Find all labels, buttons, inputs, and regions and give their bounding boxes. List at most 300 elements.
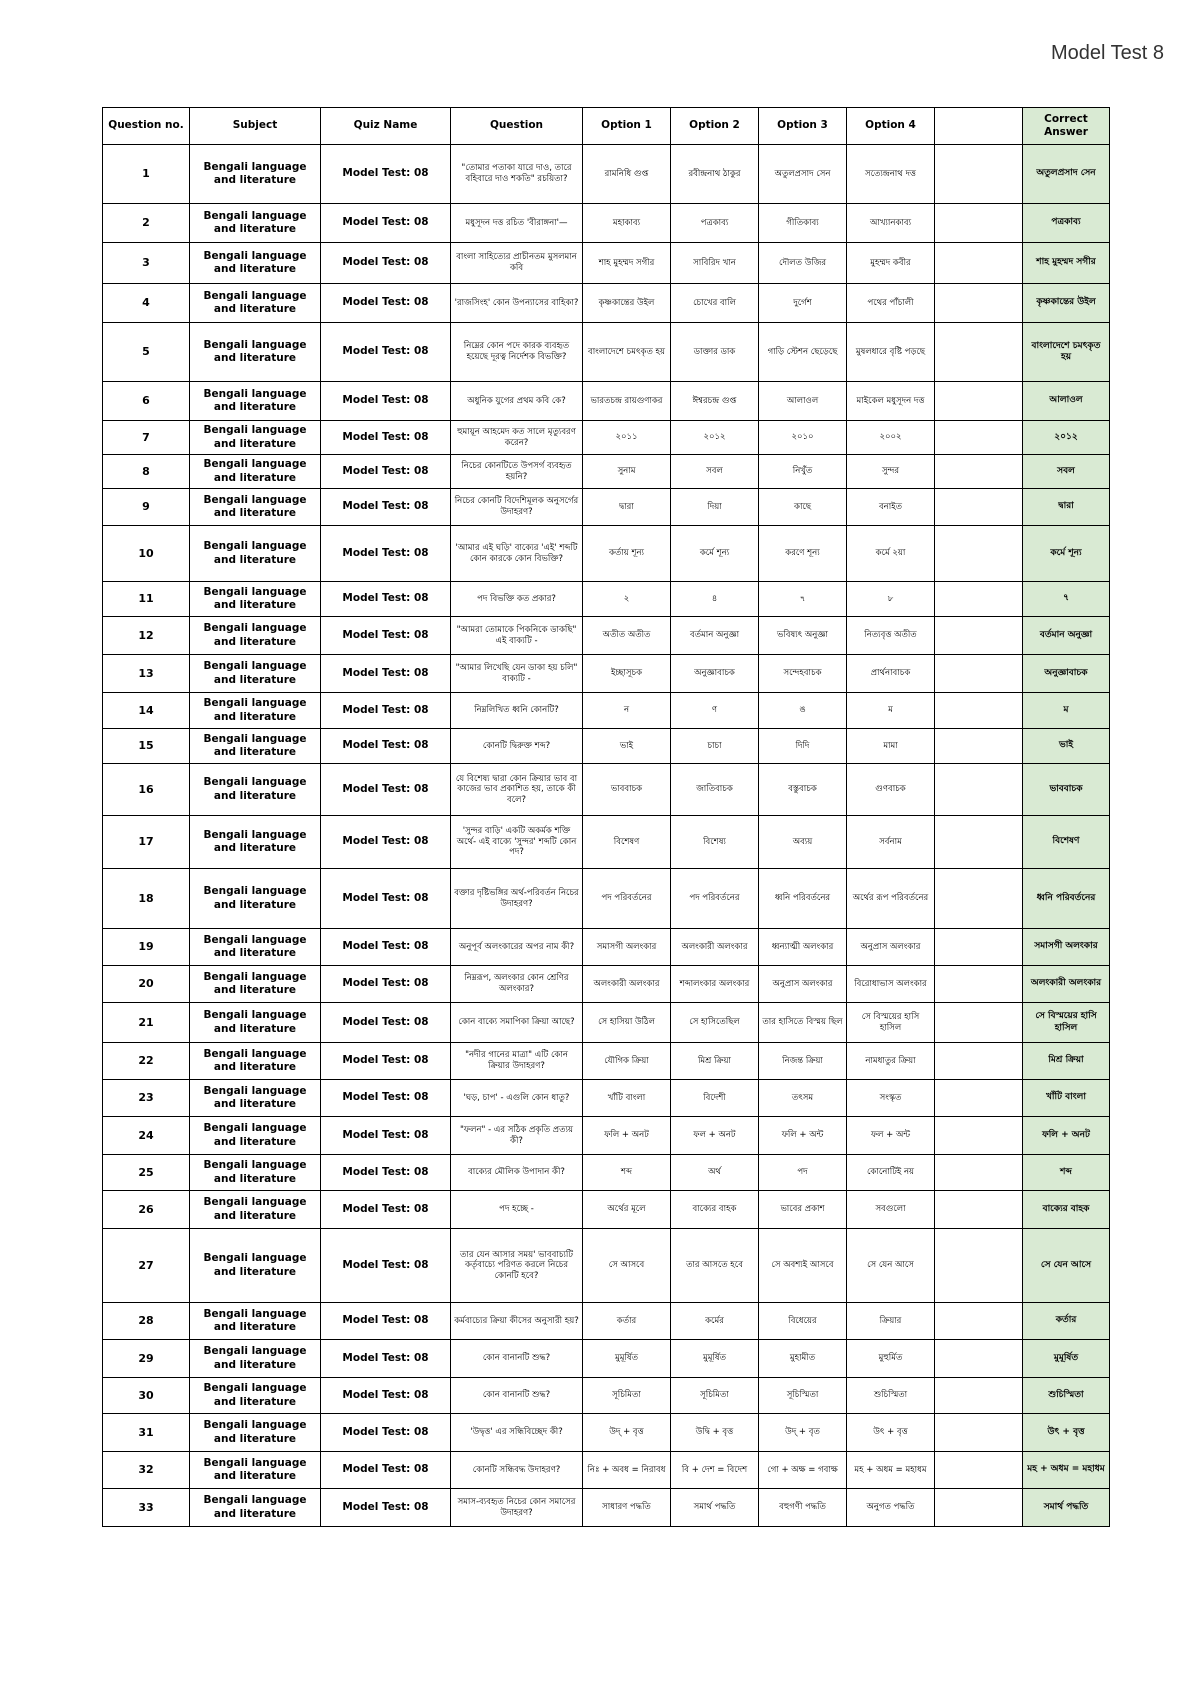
correct-answer-cell: বাংলাদেশে চমৎকৃত হয় bbox=[1023, 323, 1110, 382]
question-cell: অনুপূর্ব অলংকারের অপর নাম কী? bbox=[451, 929, 583, 966]
option-2-cell: বিদেশী bbox=[671, 1080, 759, 1117]
option-1-cell: উদ্ + বৃত্ত bbox=[583, 1414, 671, 1452]
col-header-option-3: Option 3 bbox=[759, 108, 847, 145]
question-cell: হুমায়ূন আহমেদ কত সালে মৃত্যুবরণ করেন? bbox=[451, 421, 583, 455]
option-2-cell: সাবিরিদ খান bbox=[671, 243, 759, 284]
correct-answer-cell: ২০১২ bbox=[1023, 421, 1110, 455]
option-3-cell: অব্যয় bbox=[759, 816, 847, 869]
question-number: 14 bbox=[103, 693, 190, 729]
subject-cell: Bengali language and literature bbox=[190, 816, 321, 869]
option-3-cell: অতুলপ্রসাদ সেন bbox=[759, 145, 847, 204]
col-header-correct-answer: Correct Answer bbox=[1023, 108, 1110, 145]
subject-cell: Bengali language and literature bbox=[190, 489, 321, 526]
question-number: 12 bbox=[103, 617, 190, 655]
blank-cell bbox=[935, 1117, 1023, 1155]
subject-cell: Bengali language and literature bbox=[190, 1080, 321, 1117]
correct-answer-cell: মিশ্র ক্রিয়া bbox=[1023, 1043, 1110, 1080]
correct-answer-cell: ভাববাচক bbox=[1023, 764, 1110, 816]
question-cell: বক্তার দৃষ্টিভঙ্গির অর্থ-পরিবর্তন নিচের উদাহরণ? bbox=[451, 869, 583, 929]
option-2-cell: ২০১২ bbox=[671, 421, 759, 455]
question-cell: "তোমার পতাকা যারে দাও, তারে বহিবারে দাও শকতি" রচয়িতা? bbox=[451, 145, 583, 204]
question-number: 19 bbox=[103, 929, 190, 966]
option-2-cell: তার আসতে হবে bbox=[671, 1229, 759, 1303]
question-number: 21 bbox=[103, 1003, 190, 1043]
table-row bbox=[103, 1452, 1110, 1489]
blank-cell bbox=[935, 243, 1023, 284]
option-2-cell: বাক্যের বাহক bbox=[671, 1191, 759, 1229]
quiz-name-cell: Model Test: 08 bbox=[321, 1489, 451, 1527]
option-4-cell: অনুপ্রাস অলংকার bbox=[847, 929, 935, 966]
option-2-cell: সমার্থ পদ্ধতি bbox=[671, 1489, 759, 1527]
table-row bbox=[103, 204, 1110, 243]
page-title: Model Test 8 bbox=[1050, 42, 1164, 64]
option-2-cell: সবল bbox=[671, 455, 759, 489]
blank-cell bbox=[935, 1452, 1023, 1489]
question-cell: তার যেন আসার সময়' ভাববাচ্যটি কর্তৃবাচ্যে পরিণত করলে নিচের কোনটি হবে? bbox=[451, 1229, 583, 1303]
option-3-cell: দিদি bbox=[759, 729, 847, 764]
option-3-cell: সূচিস্মিতা bbox=[759, 1378, 847, 1414]
blank-cell bbox=[935, 1489, 1023, 1527]
option-2-cell: চোখের বালি bbox=[671, 284, 759, 323]
question-number: 7 bbox=[103, 421, 190, 455]
table-row bbox=[103, 693, 1110, 729]
quiz-name-cell: Model Test: 08 bbox=[321, 729, 451, 764]
option-4-cell: প্রার্থনাবাচক bbox=[847, 655, 935, 693]
question-cell: "নদীর গানের মাত্রা" এটি কোন ক্রিয়ার উদাহরণ? bbox=[451, 1043, 583, 1080]
option-2-cell: সূচিমিতা bbox=[671, 1378, 759, 1414]
option-1-cell: মহাকাব্য bbox=[583, 204, 671, 243]
option-3-cell: ধ্বন্যাত্মী অলংকার bbox=[759, 929, 847, 966]
option-3-cell: পদ bbox=[759, 1155, 847, 1191]
subject-cell: Bengali language and literature bbox=[190, 729, 321, 764]
correct-answer-cell: উৎ + বৃত্ত bbox=[1023, 1414, 1110, 1452]
blank-cell bbox=[935, 1340, 1023, 1378]
correct-answer-cell: দ্বারা bbox=[1023, 489, 1110, 526]
table-row bbox=[103, 1043, 1110, 1080]
question-cell: নিম্নের কোন পদে কারক ব্যবহৃত হয়েছে দূরত্ব নির্দেশক বিভক্তি? bbox=[451, 323, 583, 382]
quiz-name-cell: Model Test: 08 bbox=[321, 1191, 451, 1229]
quiz-name-cell: Model Test: 08 bbox=[321, 455, 451, 489]
correct-answer-cell: শাহ মুহম্মদ সগীর bbox=[1023, 243, 1110, 284]
quiz-name-cell: Model Test: 08 bbox=[321, 1003, 451, 1043]
question-cell: 'ঘড়, চাপ' - এগুলি কোন ধাতু? bbox=[451, 1080, 583, 1117]
question-number: 10 bbox=[103, 526, 190, 582]
quiz-name-cell: Model Test: 08 bbox=[321, 966, 451, 1003]
table-row bbox=[103, 1340, 1110, 1378]
option-1-cell: অলংকারী অলংকার bbox=[583, 966, 671, 1003]
option-1-cell: রামনিধি গুপ্ত bbox=[583, 145, 671, 204]
correct-answer-cell: ম bbox=[1023, 693, 1110, 729]
correct-answer-cell: অলংকারী অলংকার bbox=[1023, 966, 1110, 1003]
table-row bbox=[103, 421, 1110, 455]
option-3-cell: ২০১০ bbox=[759, 421, 847, 455]
option-2-cell: ঈশ্বরচন্দ্র গুপ্ত bbox=[671, 382, 759, 421]
option-2-cell: মিশ্র ক্রিয়া bbox=[671, 1043, 759, 1080]
blank-cell bbox=[935, 455, 1023, 489]
table-row bbox=[103, 455, 1110, 489]
option-1-cell: অর্থের মূলে bbox=[583, 1191, 671, 1229]
option-3-cell: সে অবশ্যই আসবে bbox=[759, 1229, 847, 1303]
option-2-cell: ডাক্তার ডাক bbox=[671, 323, 759, 382]
option-4-cell: পথের পাঁচালী bbox=[847, 284, 935, 323]
quiz-name-cell: Model Test: 08 bbox=[321, 145, 451, 204]
table-row bbox=[103, 1003, 1110, 1043]
quiz-name-cell: Model Test: 08 bbox=[321, 816, 451, 869]
option-4-cell: ম bbox=[847, 693, 935, 729]
option-3-cell: মুহামীত bbox=[759, 1340, 847, 1378]
option-2-cell: অর্থ bbox=[671, 1155, 759, 1191]
question-cell: কোন বাক্যে সমাপিকা ক্রিয়া আছে? bbox=[451, 1003, 583, 1043]
option-4-cell: মহ + অধম = মহাধম bbox=[847, 1452, 935, 1489]
question-cell: নিম্নরূপ, অলংকার কোন শ্রেণির অলংকার? bbox=[451, 966, 583, 1003]
option-4-cell: ৮ bbox=[847, 582, 935, 617]
question-number: 22 bbox=[103, 1043, 190, 1080]
option-1-cell: কর্তায় শূন্য bbox=[583, 526, 671, 582]
option-4-cell: সে বিস্ময়ের হাসি হাসিল bbox=[847, 1003, 935, 1043]
subject-cell: Bengali language and literature bbox=[190, 526, 321, 582]
quiz-name-cell: Model Test: 08 bbox=[321, 1378, 451, 1414]
subject-cell: Bengali language and literature bbox=[190, 1452, 321, 1489]
option-1-cell: ভারতচন্দ্র রায়গুণাকর bbox=[583, 382, 671, 421]
question-number: 1 bbox=[103, 145, 190, 204]
blank-cell bbox=[935, 764, 1023, 816]
table-row bbox=[103, 1489, 1110, 1527]
question-number: 25 bbox=[103, 1155, 190, 1191]
question-number: 18 bbox=[103, 869, 190, 929]
table-row bbox=[103, 1414, 1110, 1452]
option-4-cell: ২০০২ bbox=[847, 421, 935, 455]
option-4-cell: উৎ + বৃত্ত bbox=[847, 1414, 935, 1452]
option-1-cell: ফলি + অনট bbox=[583, 1117, 671, 1155]
table-row bbox=[103, 816, 1110, 869]
question-number: 2 bbox=[103, 204, 190, 243]
option-4-cell: শুচিস্মিতা bbox=[847, 1378, 935, 1414]
subject-cell: Bengali language and literature bbox=[190, 869, 321, 929]
subject-cell: Bengali language and literature bbox=[190, 382, 321, 421]
question-number: 3 bbox=[103, 243, 190, 284]
correct-answer-cell: অতুলপ্রসাদ সেন bbox=[1023, 145, 1110, 204]
question-cell: কোন বানানটি শুদ্ধ? bbox=[451, 1378, 583, 1414]
question-number: 16 bbox=[103, 764, 190, 816]
blank-cell bbox=[935, 816, 1023, 869]
question-number: 20 bbox=[103, 966, 190, 1003]
option-3-cell: তৎসম bbox=[759, 1080, 847, 1117]
option-3-cell: দৌলত উজির bbox=[759, 243, 847, 284]
quiz-name-cell: Model Test: 08 bbox=[321, 1117, 451, 1155]
quiz-name-cell: Model Test: 08 bbox=[321, 1043, 451, 1080]
table-row bbox=[103, 1191, 1110, 1229]
question-number: 29 bbox=[103, 1340, 190, 1378]
question-number: 17 bbox=[103, 816, 190, 869]
blank-cell bbox=[935, 1229, 1023, 1303]
table-row bbox=[103, 284, 1110, 323]
table-row bbox=[103, 929, 1110, 966]
table-row bbox=[103, 582, 1110, 617]
question-cell: নিম্নলিখিত ধ্বনি কোনটি? bbox=[451, 693, 583, 729]
correct-answer-cell: সমাসগী অলংকার bbox=[1023, 929, 1110, 966]
option-2-cell: পদ পরিবর্তনের bbox=[671, 869, 759, 929]
col-header-blank bbox=[935, 108, 1023, 145]
option-3-cell: আলাওল bbox=[759, 382, 847, 421]
col-header-subject: Subject bbox=[190, 108, 321, 145]
option-1-cell: শাহ মুহম্মদ সগীর bbox=[583, 243, 671, 284]
question-number: 32 bbox=[103, 1452, 190, 1489]
question-number: 5 bbox=[103, 323, 190, 382]
option-4-cell: সংস্কৃত bbox=[847, 1080, 935, 1117]
blank-cell bbox=[935, 582, 1023, 617]
option-1-cell: সাধারণ পদ্ধতি bbox=[583, 1489, 671, 1527]
table-row bbox=[103, 617, 1110, 655]
subject-cell: Bengali language and literature bbox=[190, 764, 321, 816]
subject-cell: Bengali language and literature bbox=[190, 145, 321, 204]
subject-cell: Bengali language and literature bbox=[190, 1117, 321, 1155]
option-2-cell: ফল + অনট bbox=[671, 1117, 759, 1155]
correct-answer-cell: সবল bbox=[1023, 455, 1110, 489]
option-1-cell: সে হাসিয়া উঠিল bbox=[583, 1003, 671, 1043]
subject-cell: Bengali language and literature bbox=[190, 421, 321, 455]
question-cell: কোন বানানটি শুদ্ধ? bbox=[451, 1340, 583, 1378]
question-cell: "আমার লিখেছি যেন ডাকা হয় চলি" বাক্যটি - bbox=[451, 655, 583, 693]
option-1-cell: সে আসবে bbox=[583, 1229, 671, 1303]
subject-cell: Bengali language and literature bbox=[190, 1043, 321, 1080]
quiz-name-cell: Model Test: 08 bbox=[321, 243, 451, 284]
option-1-cell: শব্দ bbox=[583, 1155, 671, 1191]
correct-answer-cell: ধ্বনি পরিবর্তনের bbox=[1023, 869, 1110, 929]
correct-answer-cell: বাক্যের বাহক bbox=[1023, 1191, 1110, 1229]
option-3-cell: উদ্ + বৃত bbox=[759, 1414, 847, 1452]
table-row bbox=[103, 489, 1110, 526]
quiz-name-cell: Model Test: 08 bbox=[321, 323, 451, 382]
option-2-cell: পত্রকাব্য bbox=[671, 204, 759, 243]
subject-cell: Bengali language and literature bbox=[190, 1489, 321, 1527]
option-3-cell: করণে শূন্য bbox=[759, 526, 847, 582]
quiz-name-cell: Model Test: 08 bbox=[321, 693, 451, 729]
subject-cell: Bengali language and literature bbox=[190, 1155, 321, 1191]
table-row bbox=[103, 1303, 1110, 1340]
correct-answer-cell: শব্দ bbox=[1023, 1155, 1110, 1191]
blank-cell bbox=[935, 1155, 1023, 1191]
quiz-name-cell: Model Test: 08 bbox=[321, 284, 451, 323]
option-1-cell: বাংলাদেশে চমৎকৃত হয় bbox=[583, 323, 671, 382]
option-3-cell: বস্তুবাচক bbox=[759, 764, 847, 816]
subject-cell: Bengali language and literature bbox=[190, 1303, 321, 1340]
option-1-cell: ইচ্ছাসূচক bbox=[583, 655, 671, 693]
option-4-cell: আখ্যানকাব্য bbox=[847, 204, 935, 243]
correct-answer-cell: আলাওল bbox=[1023, 382, 1110, 421]
question-cell: পদ হচ্ছে - bbox=[451, 1191, 583, 1229]
question-cell: সমাস-ব্যবহৃত নিচের কোন সমাসের উদাহরণ? bbox=[451, 1489, 583, 1527]
correct-answer-cell: বিশেষণ bbox=[1023, 816, 1110, 869]
subject-cell: Bengali language and literature bbox=[190, 1378, 321, 1414]
option-3-cell: ফলি + অন্ট bbox=[759, 1117, 847, 1155]
option-4-cell: কর্মে ২য়া bbox=[847, 526, 935, 582]
option-1-cell: ভাই bbox=[583, 729, 671, 764]
quiz-name-cell: Model Test: 08 bbox=[321, 764, 451, 816]
subject-cell: Bengali language and literature bbox=[190, 323, 321, 382]
table-row bbox=[103, 1080, 1110, 1117]
correct-answer-cell: কর্মে শূন্য bbox=[1023, 526, 1110, 582]
option-1-cell: বিশেষণ bbox=[583, 816, 671, 869]
quiz-name-cell: Model Test: 08 bbox=[321, 1303, 451, 1340]
option-2-cell: অনুজ্ঞাবাচক bbox=[671, 655, 759, 693]
blank-cell bbox=[935, 1414, 1023, 1452]
question-number: 28 bbox=[103, 1303, 190, 1340]
option-4-cell: মুহম্মদ কবীর bbox=[847, 243, 935, 284]
question-cell: যে বিশেষ্য দ্বারা কোন ক্রিয়ার ভাব বা কাজের ভাব প্রকাশিত হয়, তাকে কী বলে? bbox=[451, 764, 583, 816]
option-2-cell: দিয়া bbox=[671, 489, 759, 526]
header-row bbox=[103, 108, 1110, 145]
subject-cell: Bengali language and literature bbox=[190, 929, 321, 966]
question-table bbox=[102, 107, 1110, 1527]
quiz-name-cell: Model Test: 08 bbox=[321, 526, 451, 582]
subject-cell: Bengali language and literature bbox=[190, 1191, 321, 1229]
option-2-cell: উদ্বি + বৃত্ত bbox=[671, 1414, 759, 1452]
question-cell: 'আমার এই ঘড়ি' বাক্যের 'এই' শব্দটি কোন কারকে কোন বিভক্তি? bbox=[451, 526, 583, 582]
option-2-cell: বি + দেশ = বিদেশ bbox=[671, 1452, 759, 1489]
option-3-cell: সন্দেহবাচক bbox=[759, 655, 847, 693]
option-1-cell: ভাববাচক bbox=[583, 764, 671, 816]
col-header-option-4: Option 4 bbox=[847, 108, 935, 145]
col-header-option-2: Option 2 bbox=[671, 108, 759, 145]
correct-answer-cell: মুমূর্ষিত bbox=[1023, 1340, 1110, 1378]
question-number: 15 bbox=[103, 729, 190, 764]
question-number: 31 bbox=[103, 1414, 190, 1452]
question-number: 26 bbox=[103, 1191, 190, 1229]
blank-cell bbox=[935, 284, 1023, 323]
option-1-cell: ২ bbox=[583, 582, 671, 617]
blank-cell bbox=[935, 617, 1023, 655]
subject-cell: Bengali language and literature bbox=[190, 693, 321, 729]
question-cell: অধুনিক যুগের প্রথম কবি কে? bbox=[451, 382, 583, 421]
option-3-cell: ভবিষ্যৎ অনুজ্ঞা bbox=[759, 617, 847, 655]
blank-cell bbox=[935, 1080, 1023, 1117]
option-1-cell: মুমূর্ষিত bbox=[583, 1340, 671, 1378]
correct-answer-cell: কর্তার bbox=[1023, 1303, 1110, 1340]
option-3-cell: ভাবের প্রকাশ bbox=[759, 1191, 847, 1229]
question-cell: "ফলন" - এর সঠিক প্রকৃতি প্রত্যয় কী? bbox=[451, 1117, 583, 1155]
option-3-cell: ৭ bbox=[759, 582, 847, 617]
option-3-cell: দুর্গেশ bbox=[759, 284, 847, 323]
blank-cell bbox=[935, 145, 1023, 204]
blank-cell bbox=[935, 693, 1023, 729]
option-1-cell: সুনাম bbox=[583, 455, 671, 489]
option-2-cell: বর্তমান অনুজ্ঞা bbox=[671, 617, 759, 655]
option-1-cell: নিঃ + অবধ = নিরাবধ bbox=[583, 1452, 671, 1489]
quiz-name-cell: Model Test: 08 bbox=[321, 617, 451, 655]
table-row bbox=[103, 1378, 1110, 1414]
quiz-name-cell: Model Test: 08 bbox=[321, 421, 451, 455]
option-4-cell: সবগুলো bbox=[847, 1191, 935, 1229]
blank-cell bbox=[935, 204, 1023, 243]
option-3-cell: গো + অক্ষ = গবাক্ষ bbox=[759, 1452, 847, 1489]
col-header-quiz-name: Quiz Name bbox=[321, 108, 451, 145]
correct-answer-cell: ভাই bbox=[1023, 729, 1110, 764]
subject-cell: Bengali language and literature bbox=[190, 1414, 321, 1452]
subject-cell: Bengali language and literature bbox=[190, 1003, 321, 1043]
option-2-cell: বিশেষ্য bbox=[671, 816, 759, 869]
option-4-cell: সর্বনাম bbox=[847, 816, 935, 869]
subject-cell: Bengali language and literature bbox=[190, 284, 321, 323]
option-1-cell: পদ পরিবর্তনের bbox=[583, 869, 671, 929]
option-1-cell: ২০১১ bbox=[583, 421, 671, 455]
subject-cell: Bengali language and literature bbox=[190, 204, 321, 243]
subject-cell: Bengali language and literature bbox=[190, 1340, 321, 1378]
question-number: 27 bbox=[103, 1229, 190, 1303]
option-4-cell: মামা bbox=[847, 729, 935, 764]
col-header-question: Question bbox=[451, 108, 583, 145]
question-number: 8 bbox=[103, 455, 190, 489]
subject-cell: Bengali language and literature bbox=[190, 966, 321, 1003]
question-number: 24 bbox=[103, 1117, 190, 1155]
quiz-name-cell: Model Test: 08 bbox=[321, 1414, 451, 1452]
table-row bbox=[103, 382, 1110, 421]
option-1-cell: দ্বারা bbox=[583, 489, 671, 526]
subject-cell: Bengali language and literature bbox=[190, 243, 321, 284]
option-3-cell: তার হাসিতে বিস্ময় ছিল bbox=[759, 1003, 847, 1043]
quiz-name-cell: Model Test: 08 bbox=[321, 1452, 451, 1489]
option-4-cell: অর্থের রূপ পরিবর্তনের bbox=[847, 869, 935, 929]
option-2-cell: সে হাসিতেছিল bbox=[671, 1003, 759, 1043]
table-row bbox=[103, 655, 1110, 693]
question-number: 33 bbox=[103, 1489, 190, 1527]
option-3-cell: ঙ bbox=[759, 693, 847, 729]
question-cell: বাংলা সাহিত্যের প্রাচীনতম মুসলমান কবি bbox=[451, 243, 583, 284]
correct-answer-cell: পত্রকাব্য bbox=[1023, 204, 1110, 243]
option-4-cell: ফল + অন্ট bbox=[847, 1117, 935, 1155]
table-row bbox=[103, 243, 1110, 284]
option-2-cell: জাতিবাচক bbox=[671, 764, 759, 816]
table-row bbox=[103, 323, 1110, 382]
quiz-name-cell: Model Test: 08 bbox=[321, 1080, 451, 1117]
quiz-name-cell: Model Test: 08 bbox=[321, 1340, 451, 1378]
quiz-name-cell: Model Test: 08 bbox=[321, 1155, 451, 1191]
option-1-cell: যৌগিক ক্রিয়া bbox=[583, 1043, 671, 1080]
correct-answer-cell: সে বিস্ময়ের হাসি হাসিল bbox=[1023, 1003, 1110, 1043]
option-3-cell: ধ্বনি পরিবর্তনের bbox=[759, 869, 847, 929]
table-row bbox=[103, 526, 1110, 582]
option-3-cell: নিজন্ত ক্রিয়া bbox=[759, 1043, 847, 1080]
blank-cell bbox=[935, 929, 1023, 966]
option-2-cell: ৪ bbox=[671, 582, 759, 617]
blank-cell bbox=[935, 729, 1023, 764]
question-number: 9 bbox=[103, 489, 190, 526]
option-4-cell: মুহুর্মিত bbox=[847, 1340, 935, 1378]
option-2-cell: ণ bbox=[671, 693, 759, 729]
option-3-cell: গীতিকাব্য bbox=[759, 204, 847, 243]
quiz-name-cell: Model Test: 08 bbox=[321, 869, 451, 929]
correct-answer-cell: অনুজ্ঞাবাচক bbox=[1023, 655, 1110, 693]
blank-cell bbox=[935, 1043, 1023, 1080]
option-3-cell: কাছে bbox=[759, 489, 847, 526]
option-4-cell: বনাইত bbox=[847, 489, 935, 526]
table-row bbox=[103, 869, 1110, 929]
option-4-cell: সে যেন আসে bbox=[847, 1229, 935, 1303]
blank-cell bbox=[935, 421, 1023, 455]
option-1-cell: অতীত অতীত bbox=[583, 617, 671, 655]
col-header-option-1: Option 1 bbox=[583, 108, 671, 145]
correct-answer-cell: খাঁটি বাংলা bbox=[1023, 1080, 1110, 1117]
option-1-cell: কৃষ্ণকান্তের উইল bbox=[583, 284, 671, 323]
question-cell: কোনটি দ্বিরুক্ত শব্দ? bbox=[451, 729, 583, 764]
table-row bbox=[103, 1117, 1110, 1155]
blank-cell bbox=[935, 323, 1023, 382]
option-3-cell: অনুপ্রাস অলংকার bbox=[759, 966, 847, 1003]
blank-cell bbox=[935, 526, 1023, 582]
question-cell: 'উদ্বৃত্ত' এর সন্ধিবিচ্ছেদ কী? bbox=[451, 1414, 583, 1452]
option-2-cell: চাচা bbox=[671, 729, 759, 764]
blank-cell bbox=[935, 869, 1023, 929]
table-row bbox=[103, 729, 1110, 764]
